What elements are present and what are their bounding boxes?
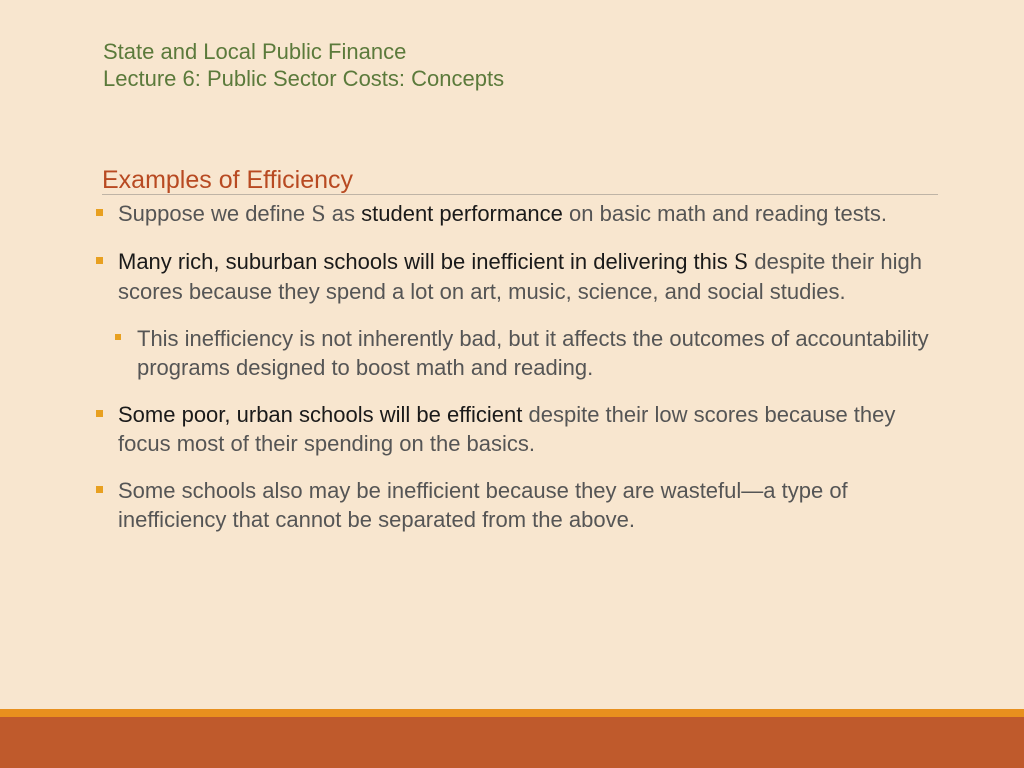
square-bullet-icon	[115, 334, 121, 340]
course-title: State and Local Public Finance	[103, 39, 407, 64]
bullet-item-4: Some schools also may be inefficient because they are wasteful—a type of inefficiency that cannot be separated from the above.	[94, 476, 944, 534]
symbol-s: S	[733, 250, 749, 274]
emphasis-text: student performance	[361, 201, 563, 226]
bullet-item-3: Some poor, urban schools will be efficient despite their low scores because they focus most of their spending on the basics.	[94, 400, 944, 458]
section-title: Examples of Efficiency	[102, 166, 354, 194]
sub-bullet-item: This inefficiency is not inherently bad, but it affects the outcomes of accountability programs designed to boost math and reading.	[94, 324, 944, 382]
square-bullet-icon	[96, 257, 103, 264]
bullet-item-2: Many rich, suburban schools will be inefficient in delivering this S despite their high scores because they spend a lot on art, music, science, and social studies.	[94, 247, 944, 306]
footer-accent-bar	[0, 709, 1024, 717]
slide-header	[103, 38, 504, 92]
bullet-item-1: Suppose we define S as student performance on basic math and reading tests.	[94, 199, 944, 229]
square-bullet-icon	[96, 410, 103, 417]
symbol-s: S	[311, 202, 326, 226]
lecture-title: Lecture 6: Public Sector Costs: Concepts	[103, 66, 505, 91]
emphasis-text: Some poor, urban schools will be efficient	[118, 402, 523, 427]
bullet-list	[94, 199, 944, 552]
footer-bar	[0, 717, 1024, 768]
square-bullet-icon	[96, 486, 103, 493]
square-bullet-icon	[96, 209, 103, 216]
title-divider	[102, 194, 938, 195]
emphasis-text: Many rich, suburban schools will be inefficient in delivering this	[118, 249, 734, 274]
